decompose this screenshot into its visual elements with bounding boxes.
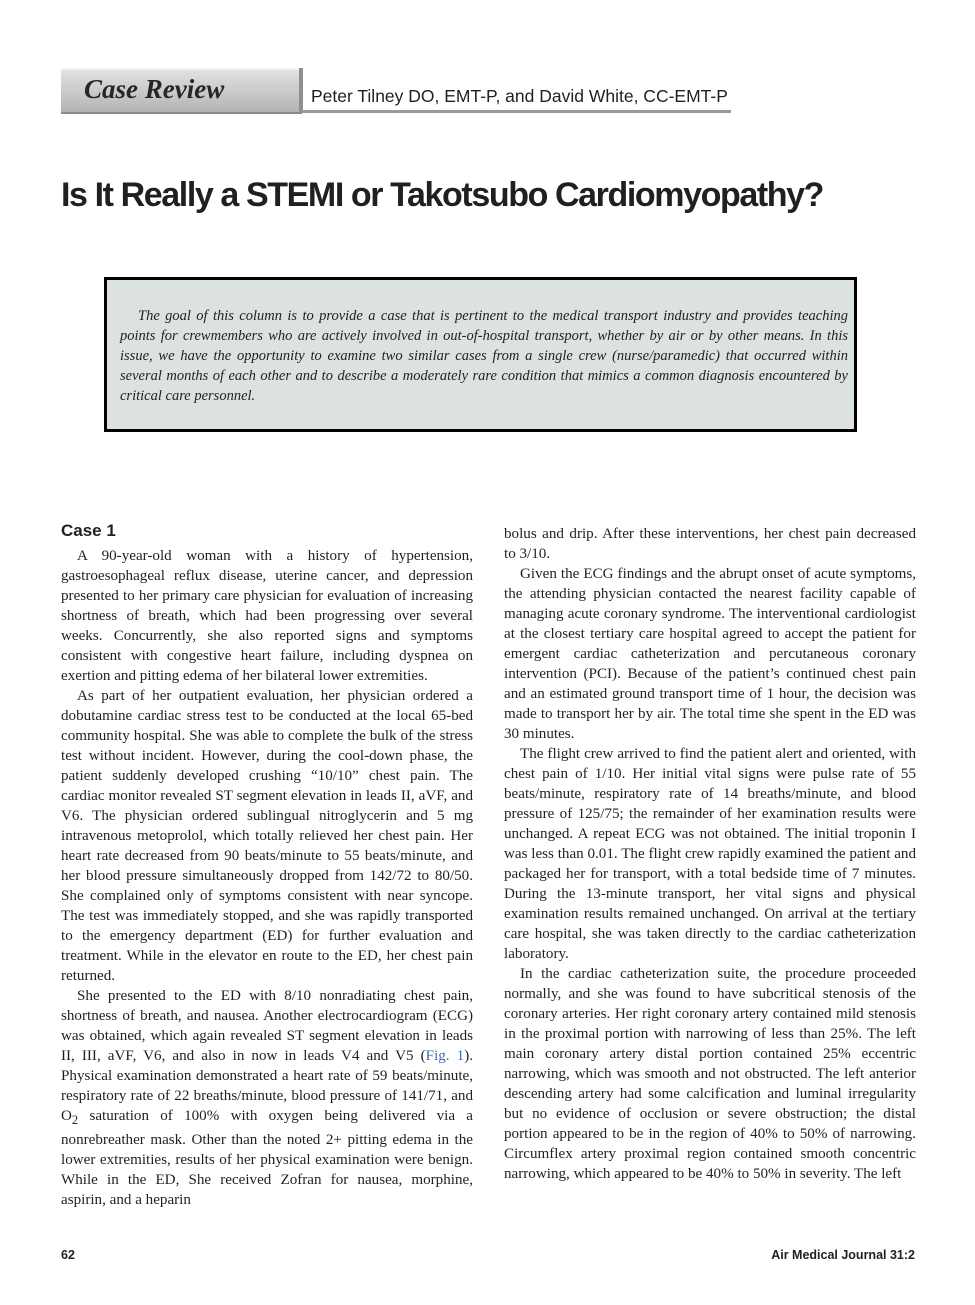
header-base-rule bbox=[61, 112, 302, 114]
paragraph: bolus and drip. After these interventions, her chest pain decreased to 3/10. bbox=[504, 526, 916, 562]
section-label: Case Review bbox=[84, 74, 225, 104]
text-run: ). Physical examination demonstrated a heart rate of 59 beats/minute, respiratory rate of 22 breaths/minute, blood pressure of 141/71, and O bbox=[61, 1048, 473, 1124]
text-run: saturation of 100% with oxygen being delivered via a nonrebreather mask. Other than the noted 2+ pitting edema in the lower extremities, results of her physical examination were benign. While in the ED, She received Zofran for nausea, morphine, aspirin, and a heparin bbox=[61, 1108, 473, 1209]
paragraph: In the cardiac catheterization suite, the procedure proceeded normally, and she was found to have subcritical stenosis of the coronary arteries. Her right coronary artery contained mild stenosis in the proximal portion with narrowing of less than 25%. The left main coronary artery distal portion contained 25% eccentric narrowing, which was smooth and not obstructed. The left anterior descending artery had some calcification and luminal irregularity but no evidence of occlusion or severe obstruction; the distal portion appeared to be in the region of 40% to 50% of narrowing. Circumflex artery proximal region contained smooth concentric narrowing, which appeared to be 40% to 50% in severity. The left bbox=[504, 966, 916, 1182]
paragraph: The flight crew arrived to find the patient alert and oriented, with chest pain of 1/10. Her initial vital signs were pulse rate of 55 beats/minute, respiratory rate of 14 breaths/minute, and blood pressure of 125/75; the remainder of her examination results were unchanged. A repeat ECG was not obtained. The initial troponin I was less than 0.01. The flight crew rapidly examined the patient and packaged her for transport, with a total bedside time of 7 minutes. During the 13-minute transport, her vital signs and physical examination results remained unchanged. On arrival at the tertiary care hospital, she was taken directly to the cardiac catheterization laboratory. bbox=[504, 746, 916, 962]
figure-link[interactable]: Fig. 1 bbox=[425, 1048, 465, 1064]
paragraph: As part of her outpatient evaluation, her physician ordered a dobutamine cardiac stress test to be conducted at the local 65-bed community hospital. She was able to complete the bulk of the stress test without incident. However, during the cool-down phase, the patient suddenly developed crushing “10/10” chest pain. The cardiac monitor revealed ST segment elevation in leads II, aVF, and V6. The physician ordered sublingual nitroglycerin and 5 mg intravenous metoprolol, which totally relieved her chest pain. Her heart rate decreased from 90 beats/minute to 55 beats/minute, and her blood pressure simultaneously dropped from 142/72 to 80/50. She complained only of symptoms consistent with near syncope. The test was immediately stopped, and she was rapidly transported to the emergency department (ED) for further evaluation and treatment. While in the elevator en route to the ED, her chest pain returned. bbox=[61, 688, 473, 984]
paragraph: A 90-year-old woman with a history of hypertension, gastroesophageal reflux disease, uterine cancer, and depression presented to her primary care physician for evaluation of increasing shortness of breath, which had been progressing over several weeks. Concurrently, she also reported signs and symptoms consistent with congestive heart failure, including dyspnea on exertion and pitting edema of her bilateral lower extremities. bbox=[61, 548, 473, 684]
journal-citation: Air Medical Journal 31:2 bbox=[771, 1248, 915, 1262]
article-header bbox=[61, 68, 731, 114]
abstract-text: The goal of this column is to provide a case that is pertinent to the medical transport industry and provides teaching points for crewmembers who are actively involved in out-of-hospital transport, whether by air or by other means. In this issue, we have the opportunity to examine two similar cases from a single crew (nurse/paramedic) that occurred within several months of each other and to describe a moderately rare condition that mimics a common diagnosis encountered by critical care personnel. bbox=[120, 308, 848, 404]
right-column bbox=[504, 524, 916, 1184]
abstract-box bbox=[104, 277, 857, 432]
subscript: 2 bbox=[71, 1113, 79, 1128]
paragraph bbox=[61, 986, 473, 1210]
paragraph: Given the ECG findings and the abrupt onset of acute symptoms, the attending physician contacted the nearest facility capable of managing acute coronary syndrome. The interventional cardiologist at the closest tertiary care hospital agreed to accept the patient for emergent cardiac catheterization and percutaneous coronary intervention (PCI). Because of the patient’s continued chest pain and an estimated ground transport time of 1 hour, the decision was made to transport her by air. The total time she spent in the ED was 30 minutes. bbox=[504, 566, 916, 742]
left-column bbox=[61, 520, 473, 1210]
text-run: She presented to the ED with 8/10 nonradiating chest pain, shortness of breath, and nausea. Another electrocardiogram (ECG) was obtained, which again revealed ST segment elevation in leads II, III, aVF, V6, and also in now in leads V4 and V5 ( bbox=[61, 988, 473, 1064]
page-number: 62 bbox=[61, 1248, 75, 1262]
article-title: Is It Really a STEMI or Takotsubo Cardiomyopathy? bbox=[61, 176, 824, 214]
section-tab bbox=[61, 68, 303, 112]
header-rule bbox=[302, 110, 731, 113]
case-heading: Case 1 bbox=[61, 521, 116, 540]
author-line: Peter Tilney DO, EMT-P, and David White, CC-EMT-P bbox=[311, 86, 728, 106]
